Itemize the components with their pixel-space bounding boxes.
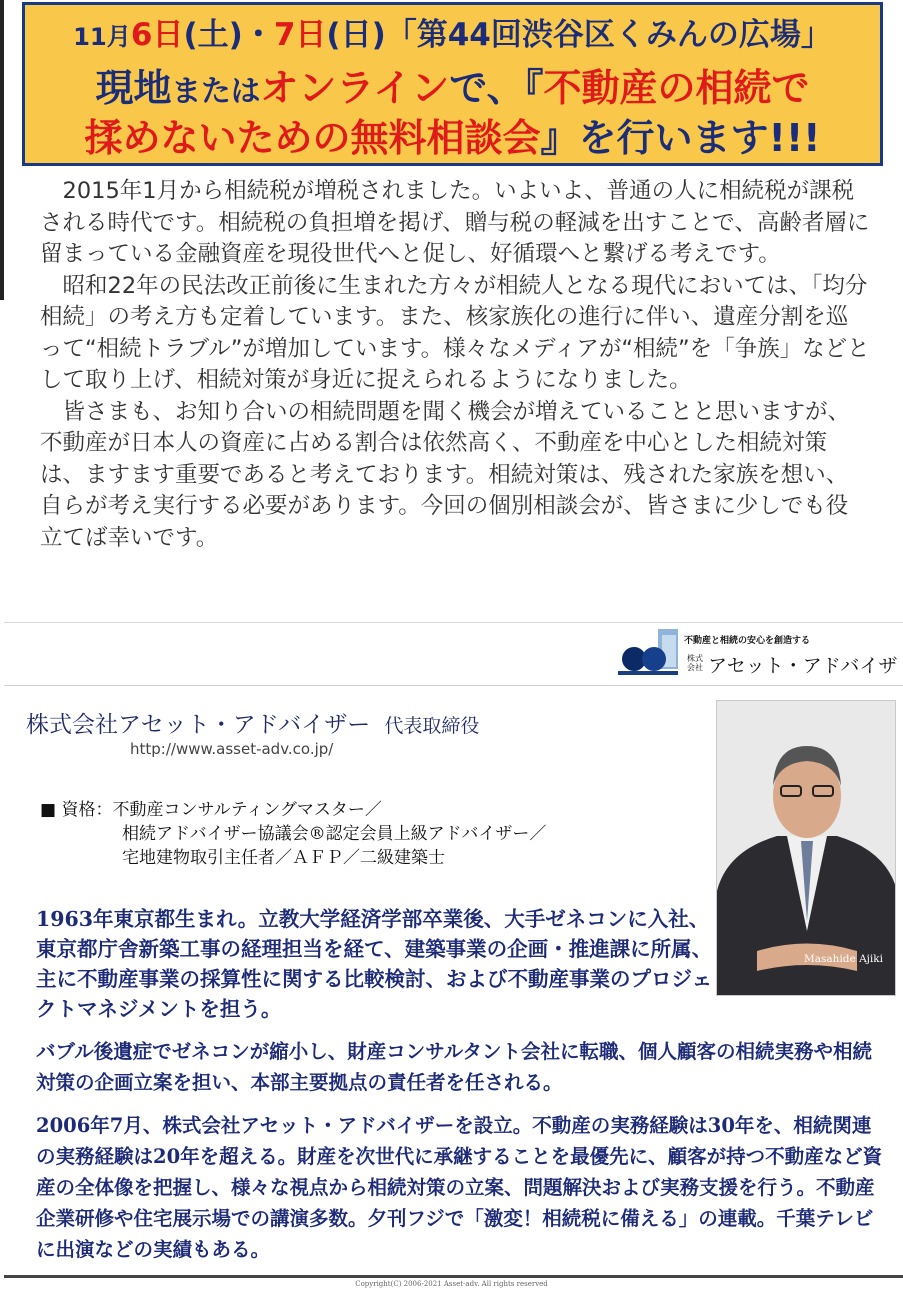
event-banner [22,2,883,166]
person-portrait-icon [717,701,896,996]
left-edge-mark [0,0,4,300]
intro-text [40,176,870,554]
company-logo-icon [618,629,678,677]
bio-text: 2006年7月、株式会社アセット・アドバイザーを設立。不動産の実務経験は30年を、相続関連の実務経験は20年を超える。財産を次世代に承継することを最優先に、顧客が持つ不動産など資産の全体像を把握し、様々な視点から相続対策の立案、問題解決および実務支援を行う。不動産企業研修や住宅展示場での講演多数。夕刊フジで「激変！相続税に備える」の連載。千葉テレビに出演などの実績もある。 [36,1114,883,1261]
profile-role: 代表取締役 [384,715,480,737]
banner-text: または [171,73,261,108]
banner-text: 7日 [273,17,327,53]
banner-date-line [25,15,880,57]
banner-text: 現地 [95,66,172,110]
bio-paragraph [36,1036,876,1098]
qualifications-label: ■ 資格： [40,800,113,820]
banner-headline-line [25,65,880,114]
banner-text: 揉めないための無料相談会 [84,116,541,160]
intro-paragraph: 2015年1月から相続税が増税されました。いよいよ、普通の人に相続税が課税される時代です。相続税の負担増を掲げ、贈与税の軽減を出すことで、高齢者層に留まっている金融資産を現役世代へと促し、好循環へと繋げる考えです。 [40,178,870,267]
qualification-item: 宅地建物取引主任者／ＡＦＰ／二級建築士 [122,848,445,868]
intro-paragraph: 皆さまも、お知り合いの相続問題を聞く機会が増えていることと思いますが、不動産が日本人の資産に占める割合は依然高く、不動産を中心とした相続対策は、ますます重要であると考えております。相続対策は、残された家族を想い、自らが考え実行する必要があります。今回の個別相談会が、皆さまに少しでも役立てば幸いです。 [40,398,851,551]
banner-text: 』を行います!!! [540,116,821,160]
banner-text: で、『 [449,66,544,110]
profile-section [0,686,903,1276]
banner-text: 11月 [73,23,131,51]
bio-text: バブル後遺症でゼネコンが縮小し、財産コンサルタント会社に転職、個人顧客の相続実務や相続対策の企画立案を担い、本部主要拠点の責任者を任される。 [36,1040,872,1094]
photo-caption: Masahide Ajiki [804,953,883,965]
banner-text: 6日 [130,17,184,53]
company-url-link[interactable]: http://www.asset-adv.co.jp/ [130,740,334,758]
profile-photo [716,700,896,996]
banner-text: オンライン [260,66,450,110]
banner-text: (土)・ [183,17,274,53]
bio-paragraph [36,1110,886,1265]
copyright-text: Copyright(C) 2006-2021 Asset-adv. All rights reserved [355,1280,548,1288]
company-tagline: 不動産と相続の安心を創造する [684,636,811,646]
company-header-bar [4,622,903,688]
company-name: 株式会社アセット・アドバイザー [26,712,371,738]
banner-headline-line [25,115,880,161]
qualification-item: 不動産コンサルティングマスター／ [112,800,382,820]
qualification-item: 相続アドバイザー協議会®認定会員上級アドバイザー／ [122,824,547,844]
qualifications [40,798,546,870]
bio-text: 1963年東京都生まれ。立教大学経済学部卒業後、大手ゼネコンに入社、東京都庁舎新築工事の経理担当を経て、建築事業の企画・推進課に所属、主に不動産事業の採算性に関する比較検討、および不動産事業のプロジェクトマネジメントを担う。 [36,907,713,1021]
banner-text: (日)「第44回渋谷区くみんの広場」 [326,17,832,53]
banner-text: 不動産の相続で [543,66,810,110]
bio-paragraph [36,904,716,1024]
company-type-label: 株式会社 [687,654,703,672]
company-logo-name: アセット・アドバイザ [708,655,898,677]
profile-title [26,706,479,739]
footer-divider [4,1275,903,1278]
intro-paragraph: 昭和22年の民法改正前後に生まれた方々が相続人となる現代においては、「均分相続」の考え方も定着しています。また、核家族化の進行に伴い、遺産分割を巡って“相続トラブル”が増加しています。様々なメディアが“相続”を「争族」などとして取り上げ、相続対策が身近に捉えられるようになりました。 [40,272,870,393]
